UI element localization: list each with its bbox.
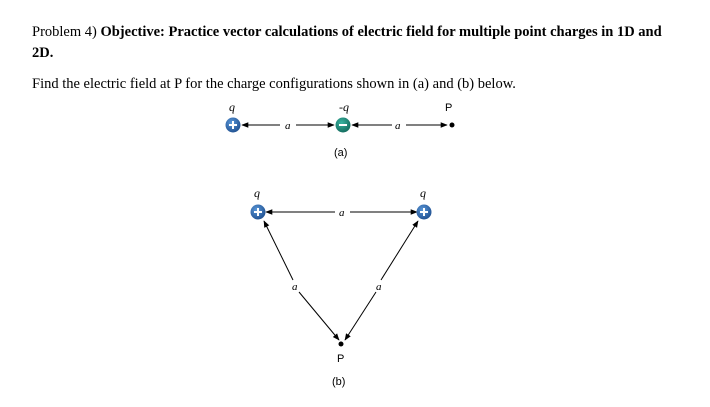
figure-a xyxy=(226,100,455,159)
fig-a-distance-label-1: a xyxy=(285,120,291,132)
fig-b-charge-right-label: q xyxy=(420,186,426,200)
fig-a-charge-middle-label: -q xyxy=(339,100,349,114)
fig-b-right-positive-charge-icon xyxy=(417,205,432,220)
fig-b-caption: (b) xyxy=(332,376,346,388)
fig-b-point-label: P xyxy=(337,353,345,365)
fig-a-distance-label-2: a xyxy=(395,120,401,132)
fig-b-top-distance-label: a xyxy=(339,207,345,219)
problem-number: Problem 4) xyxy=(32,24,101,40)
fig-b-left-side-label: a xyxy=(292,281,298,293)
fig-a-point-p xyxy=(450,123,455,128)
fig-b-right-side-upper xyxy=(381,221,418,280)
fig-a-negative-charge-icon xyxy=(336,118,351,133)
fig-b-left-positive-charge-icon xyxy=(251,205,266,220)
fig-b-right-side-label: a xyxy=(376,281,382,293)
fig-a-positive-charge-icon xyxy=(226,118,241,133)
fig-b-left-side-upper xyxy=(264,221,293,280)
fig-b-point-p xyxy=(339,342,344,347)
problem-objective: Objective: Practice vector calculations of electric field for multiple point charges in 1D and 2D. xyxy=(32,24,662,61)
fig-b-charge-left-label: q xyxy=(254,186,260,200)
fig-a-point-label: P xyxy=(445,102,453,114)
fig-b-right-side-lower xyxy=(345,292,376,340)
fig-a-caption: (a) xyxy=(334,147,348,159)
fig-b-left-side-lower xyxy=(299,292,339,340)
figure-b xyxy=(251,186,432,388)
fig-a-charge-left-label: q xyxy=(229,100,235,114)
question-text: Find the electric field at P for the charge configurations shown in (a) and (b) below. xyxy=(32,76,516,92)
